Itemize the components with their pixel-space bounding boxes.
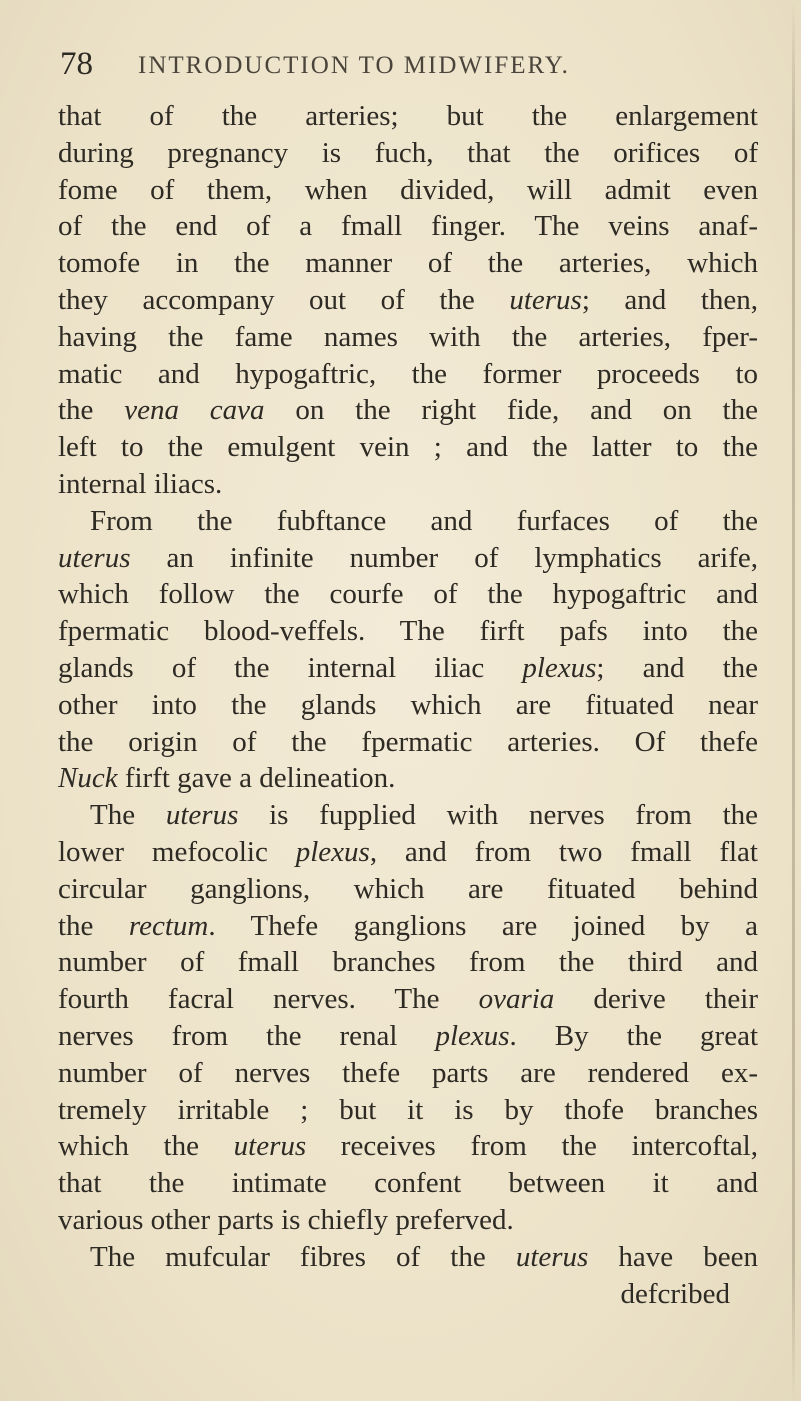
text-line [58,466,758,503]
text-run: have been [588,1240,758,1273]
text-run: number of fmall branches from the third and [58,946,758,979]
text-run: which the [58,1130,234,1163]
text-line [58,724,758,761]
text-run: that the intimate confent between it and [58,1167,758,1200]
running-title: INTRODUCTION TO MIDWIFERY. [138,52,570,79]
text-line [58,576,758,613]
text-line [58,687,758,724]
text-run: matic and hypogaftric, the former proceeds to [58,357,758,390]
italic-term: plexus [295,835,370,868]
text-run: tomofe in the manner of the arteries, which [58,247,758,280]
text-run: lower mefocolic [58,835,296,868]
text-line [58,1055,758,1092]
text-run: From the fubftance and furfaces of the [90,504,758,537]
italic-term: ovaria [478,983,555,1016]
text-line [58,392,758,429]
page-edge [792,0,795,1401]
text-run: left to the emulgent vein ; and the latter to the [58,431,758,464]
text-run: glands of the internal iliac [58,651,523,684]
text-line [58,650,758,687]
text-line [58,319,758,356]
text-run: is fupplied with nerves from the [238,799,758,832]
text-run: having the fame names with the arteries, fper- [58,320,758,353]
text-run: the [58,909,129,942]
text-run: internal iliacs. [58,467,223,500]
text-run: ; and the [596,651,758,684]
text-run: firft gave a delineation. [117,762,396,795]
text-line [58,908,758,945]
text-run: number of nerves thefe parts are rendered ex- [58,1056,758,1089]
italic-term: vena cava [124,394,265,427]
italic-term: plexus [435,1019,510,1052]
text-line [58,135,758,172]
italic-term: rectum [128,909,209,942]
text-line [58,245,758,282]
text-line [58,1202,758,1239]
text-line [58,172,758,209]
text-run: ; and then, [581,283,758,316]
text-run: which follow the courfe of the hypogaftric and [58,578,758,611]
italic-term: uterus [58,541,131,574]
text-run: receives from the intercoftal, [306,1130,758,1163]
text-line [58,613,758,650]
text-line [58,1018,758,1055]
text-run: on the right fide, and on the [264,394,758,427]
text-run: tremely irritable ; but it is by thofe branches [58,1093,758,1126]
text-run: The [90,799,166,832]
text-run: other into the glands which are fituated near [58,688,758,721]
text-line [58,944,758,981]
text-run: defcribed [620,1277,730,1310]
text-run: during pregnancy is fuch, that the orifices of [58,136,758,169]
text-run: derive their [554,983,759,1016]
text-run: circular ganglions, which are fituated behind [58,872,758,905]
body-text [58,98,758,1312]
text-run: . By the great [509,1019,758,1052]
text-run: they accompany out of the [58,283,510,316]
text-line [58,429,758,466]
text-run: of the end of a fmall finger. The veins anaf- [58,210,758,243]
text-line [58,208,758,245]
italic-term: uterus [509,283,582,316]
italic-term: plexus [522,651,597,684]
text-run: fome of them, when divided, will admit even [58,173,758,206]
text-line [58,1165,758,1202]
text-line [58,760,758,797]
italic-term: uterus [515,1240,589,1273]
page-header [60,42,740,86]
text-line [58,356,758,393]
text-line [58,981,758,1018]
text-run: , and from two fmall flat [369,835,758,868]
text-run: that of the arteries; but the enlargement [58,100,758,132]
text-line [58,834,758,871]
text-line [58,98,758,135]
text-line [58,503,758,540]
text-line [58,282,758,319]
text-run: The mufcular fibres of the [90,1240,516,1273]
italic-term: uterus [165,799,239,832]
text-line [58,1239,758,1276]
page-number: 78 [60,46,93,82]
text-run: the origin of the fpermatic arteries. Of thefe [58,725,758,758]
text-line [58,1092,758,1129]
italic-term: uterus [233,1130,307,1163]
text-line [58,540,758,577]
text-run: nerves from the renal [58,1019,436,1052]
catchword-line [58,1276,758,1313]
text-run: an infinite number of lymphatics arife, [130,541,758,574]
text-run: fourth facral nerves. The [58,983,479,1016]
text-line [58,871,758,908]
italic-term: Nuck [58,762,118,795]
text-line [58,797,758,834]
text-line [58,1128,758,1165]
text-run: . Thefe ganglions are joined by a [208,909,759,942]
text-run: various other parts is chiefly preferved. [58,1203,514,1236]
text-run: the [58,394,125,427]
text-run: fpermatic blood-veffels. The firft pafs into the [58,615,758,648]
